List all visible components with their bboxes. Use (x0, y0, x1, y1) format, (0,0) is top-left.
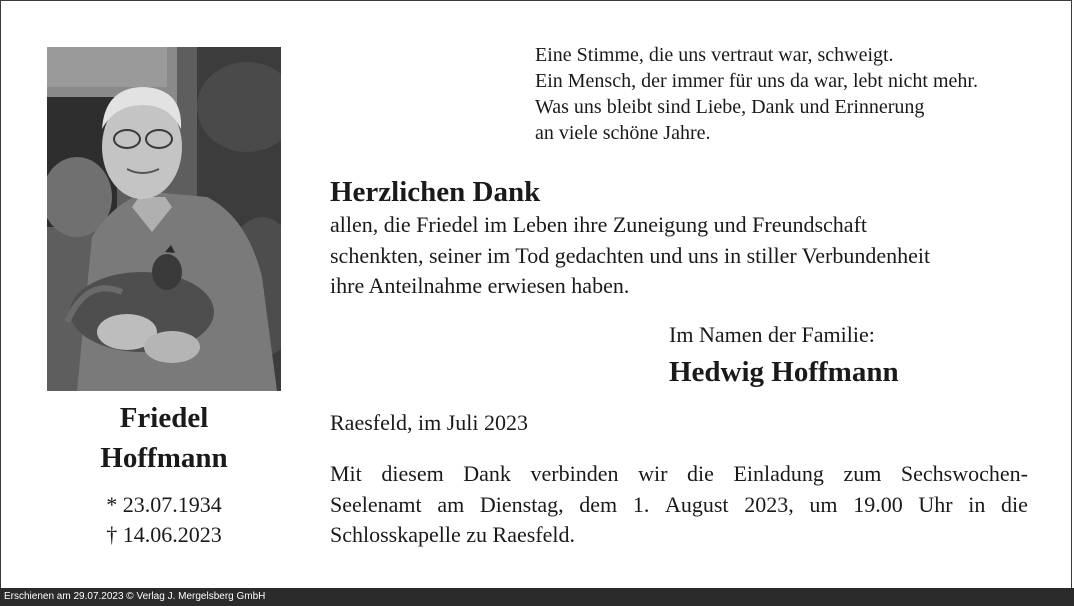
place-date: Raesfeld, im Juli 2023 (330, 410, 528, 435)
birth-date: * 23.07.1934 (106, 492, 222, 517)
invitation-word: Sechswochen- (900, 461, 1028, 486)
invitation-word: Einladung (733, 461, 824, 486)
family-label: Im Namen der Familie: (669, 322, 875, 347)
poem-line: Was uns bleibt sind Liebe, Dank und Erinnerung (535, 96, 925, 118)
portrait-photo (47, 47, 281, 391)
invitation-word: 19.00 (853, 491, 903, 517)
invitation-word: Mit (330, 461, 362, 486)
thanks-line: schenkten, seiner im Tod gedachten und uns in stiller Verbundenheit (330, 242, 931, 268)
invitation-word: zum (843, 461, 882, 486)
invitation-word: am (437, 491, 465, 517)
footer-bar (0, 588, 1074, 606)
invitation-word: verbinden (530, 461, 619, 486)
invitation-word: dem (579, 491, 618, 517)
publication-credit: Erschienen am 29.07.2023 © Verlag J. Mergelsberg GmbH (4, 591, 266, 602)
invitation-line (330, 459, 1028, 490)
portrait-image (47, 47, 281, 391)
deceased-first-name: Friedel (119, 402, 209, 434)
thanks-line: ihre Anteilnahme erwiesen haben. (330, 273, 630, 298)
poem-line: Eine Stimme, die uns vertraut war, schweigt. (535, 44, 894, 66)
deceased-last-name: Hoffmann (100, 442, 228, 474)
thanks-line: allen, die Friedel im Leben ihre Zuneigung und Freundschaft (330, 212, 868, 237)
invitation-word: August (664, 491, 729, 517)
invitation-word: Dienstag, (479, 491, 564, 517)
poem-line: an viele schöne Jahre. (535, 122, 711, 144)
invitation-word: in (968, 491, 986, 517)
invitation-word: Dank (463, 461, 511, 486)
family-signature-name: Hedwig Hoffmann (669, 356, 899, 388)
invitation-word: um (809, 491, 838, 517)
thanks-text (330, 210, 1030, 302)
invitation-word: diesem (381, 461, 444, 486)
death-date: † 14.06.2023 (106, 522, 222, 547)
invitation-word: wir (638, 461, 668, 486)
invitation-word: Seelenamt (330, 491, 422, 517)
thanks-heading: Herzlichen Dank (330, 176, 541, 208)
invitation-line: Schlosskapelle zu Raesfeld. (330, 522, 575, 547)
invitation-line (330, 490, 1028, 521)
invitation-word: 2023, (744, 491, 794, 517)
invitation-word: die (686, 461, 714, 486)
invitation-text (330, 459, 1028, 551)
invitation-word: 1. (632, 491, 650, 517)
invitation-word: Uhr (918, 491, 953, 517)
poem-block (535, 42, 1055, 146)
poem-line: Ein Mensch, der immer für uns da war, lebt nicht mehr. (535, 70, 978, 92)
invitation-word: die (1001, 491, 1028, 517)
